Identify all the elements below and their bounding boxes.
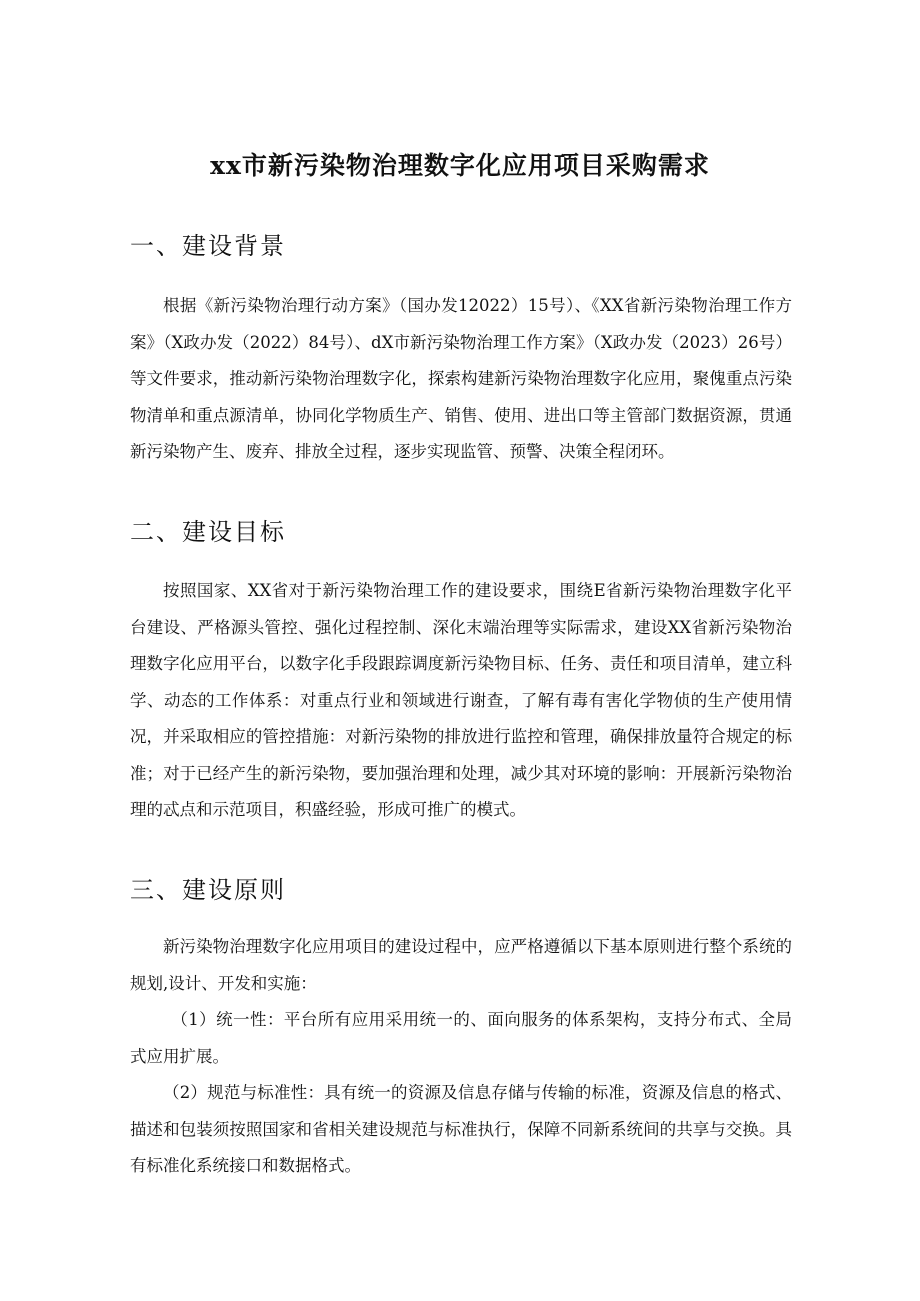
paragraph-goals: 按照国家、XX省对于新污染物治理工作的建设要求，围绕E省新污染物治理数字化平台建设、严格源头管控、强化过程控制、深化末端治理等实际需求，建设XX省新污染物治理数字化应用平台，以数字化手段跟踪调度新污染物目标、任务、责任和项目清单，建立科学、动态的工作体系：对重点行业和领域进行谢查，了解有毒有害化学物侦的生产使用情况，并采取相应的管控措施：对新污染物的排放进行监控和管理，确保排放量符合规定的标准；对于已经产生的新污染物，要加强治理和处理，减少其对环境的影响：开展新污染物治理的忒点和示范项目，积盛经验，形成可推广的模式。: [130, 581, 792, 819]
section-heading-background: 一、建设背景: [130, 232, 286, 260]
paragraph-background: 根据《新污染物治理行动方案》（国办发12022）15号）、《XX省新污染物治理工作方案》（X政办发（2022）84号）、dX市新污染物治理工作方案》（X政办发（2023）26号）等文件要求，推动新污染物治理数字化，探索构建新污染物治理数字化应用，聚傀重点污染物清单和重点源清单，协同化学物质生产、销售、使用、进出口等主管部门数据资源，贯通新污染物产生、废弃、排放全过程，逐步实现监管、预警、决策全程闭环。: [130, 296, 792, 461]
paragraph-principle-2: （2）规范与标准性：具有统一的资源及信息存储与传输的标准，资源及信息的格式、描述和包装须按照国家和省相关建设规范与标准执行，保障不同新系统间的共享与交换。具有标准化系统接口和数据格式。: [130, 1083, 792, 1175]
paragraph-principle-1: （1）统一性：平台所有应用采用统一的、面向服务的体系架构，支持分布式、全局式应用扩展。: [130, 1010, 792, 1066]
section-heading-goals: 二、建设目标: [130, 518, 286, 546]
paragraph-principles-intro: 新污染物治理数字化应用项目的建设过程中，应严格遵循以下基本原则进行整个系统的规划,设计、开发和实施：: [130, 937, 792, 993]
document-title: xx市新污染物治理数字化应用项目采购需求: [210, 151, 710, 180]
section-heading-principles: 三、建设原则: [130, 876, 286, 904]
